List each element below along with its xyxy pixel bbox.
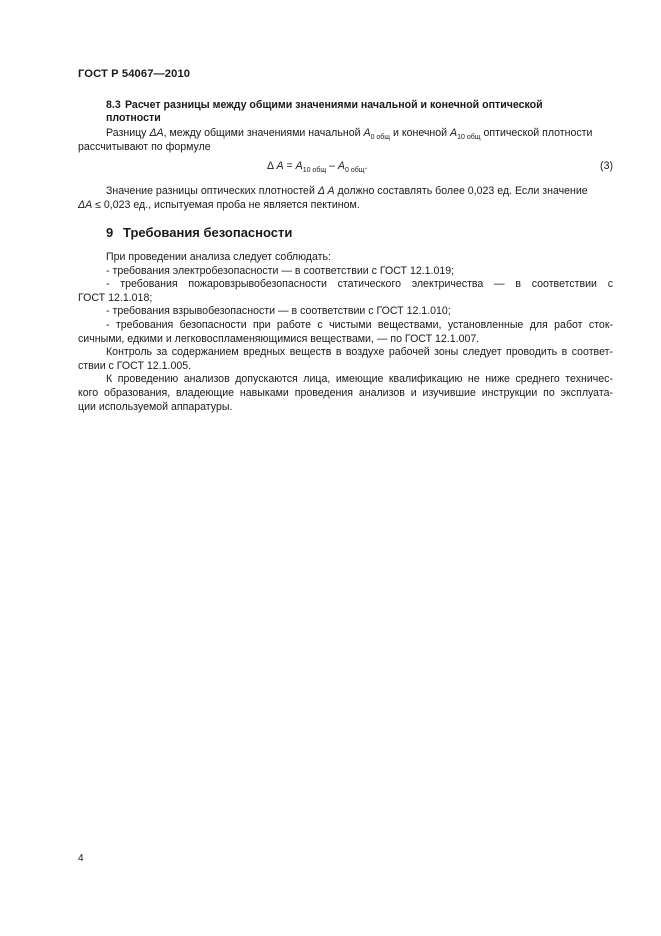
paragraph-formula-intro [78,127,613,154]
paragraph-line: ции используемой аппаратуры. [78,400,233,413]
equals-sign: = [286,160,293,172]
subscript-initial: 0 общ [345,167,365,174]
text-span: Разницу [106,127,147,139]
standard-header: ГОСТ Р 54067—2010 [78,68,191,80]
subscript-final: 10 общ [457,134,481,141]
equation-number: (3) [600,160,613,172]
list-item-continuation: сичными, едкими и легковоспламеняющимися веществами, — по ГОСТ 12.1.007. [78,332,480,345]
paragraph-line [78,127,613,141]
paragraph-line: рассчитывают по формуле [78,140,211,153]
text-span: ≤ 0,023 ед., испытуемая проба не является пектином. [95,198,360,211]
minus-sign: – [329,160,335,172]
formula-period: . [364,160,368,172]
text-span: и конечной [393,127,448,139]
formula-expression [267,160,367,174]
section-title: Требования безопасности [123,225,293,240]
list-item-continuation: ГОСТ 12.1.018; [78,291,153,304]
text-span: , между общими значениями начальной [163,127,361,139]
text-span: Значение разницы оптических плотностей [106,185,315,197]
paragraph-line: Контроль за содержанием вредных веществ в воздухе рабочей зоны следует проводить в соответ- [106,346,613,359]
subscript-final: 10 общ [302,167,327,174]
text-span: должно составлять более 0,023 ед. Если значение [337,185,588,197]
safety-requirements-list [78,251,613,414]
paragraph-line [78,185,613,199]
delta-a-symbol: Δ A [317,185,335,197]
symbol-a: A [276,160,284,172]
list-item: - требования электробезопасности — в соответствии с ГОСТ 12.1.019; [106,264,455,277]
subscript-initial: 0 общ [370,134,391,141]
symbol-a: A [450,127,458,139]
section-title-line2: плотности [106,112,161,124]
paragraph-line [78,199,613,213]
paragraph-line: К проведению анализов допускаются лица, имеющие квалификацию не ниже среднего техничес- [106,373,613,386]
list-item: - требования безопасности при работе с чистыми веществами, установленные для работ сток- [106,318,613,331]
paragraph-line: ствии с ГОСТ 12.1.005. [78,359,192,372]
section-number: 9 [106,225,114,240]
paragraph-threshold [78,185,613,212]
list-item: - требования взрывобезопасности — в соответствии с ГОСТ 12.1.010; [106,305,451,318]
delta-symbol: Δ [267,160,274,172]
section-title-line1: Расчет разницы между общими значениями начальной и конечной оптической [125,99,543,111]
list-item: - требования пожаровзрывобезопасности статического электричества — в соответствии с [106,278,613,291]
list-intro: При проведении анализа следует соблюдать: [106,251,331,263]
symbol-a: A [363,127,371,139]
formula-3 [78,160,613,176]
symbol-a: A [295,160,303,172]
symbol-a: A [337,160,345,172]
page-number: 4 [78,853,84,864]
delta-a-symbol: ΔA [78,198,93,211]
text-span: оптической плотности [483,127,593,139]
delta-a-symbol: ΔA [149,127,164,139]
paragraph-line: кого образования, владеющие навыками проведения анализов и изучившие инструкции по эксплуата- [78,386,613,399]
section-number: 8.3 [106,99,121,111]
